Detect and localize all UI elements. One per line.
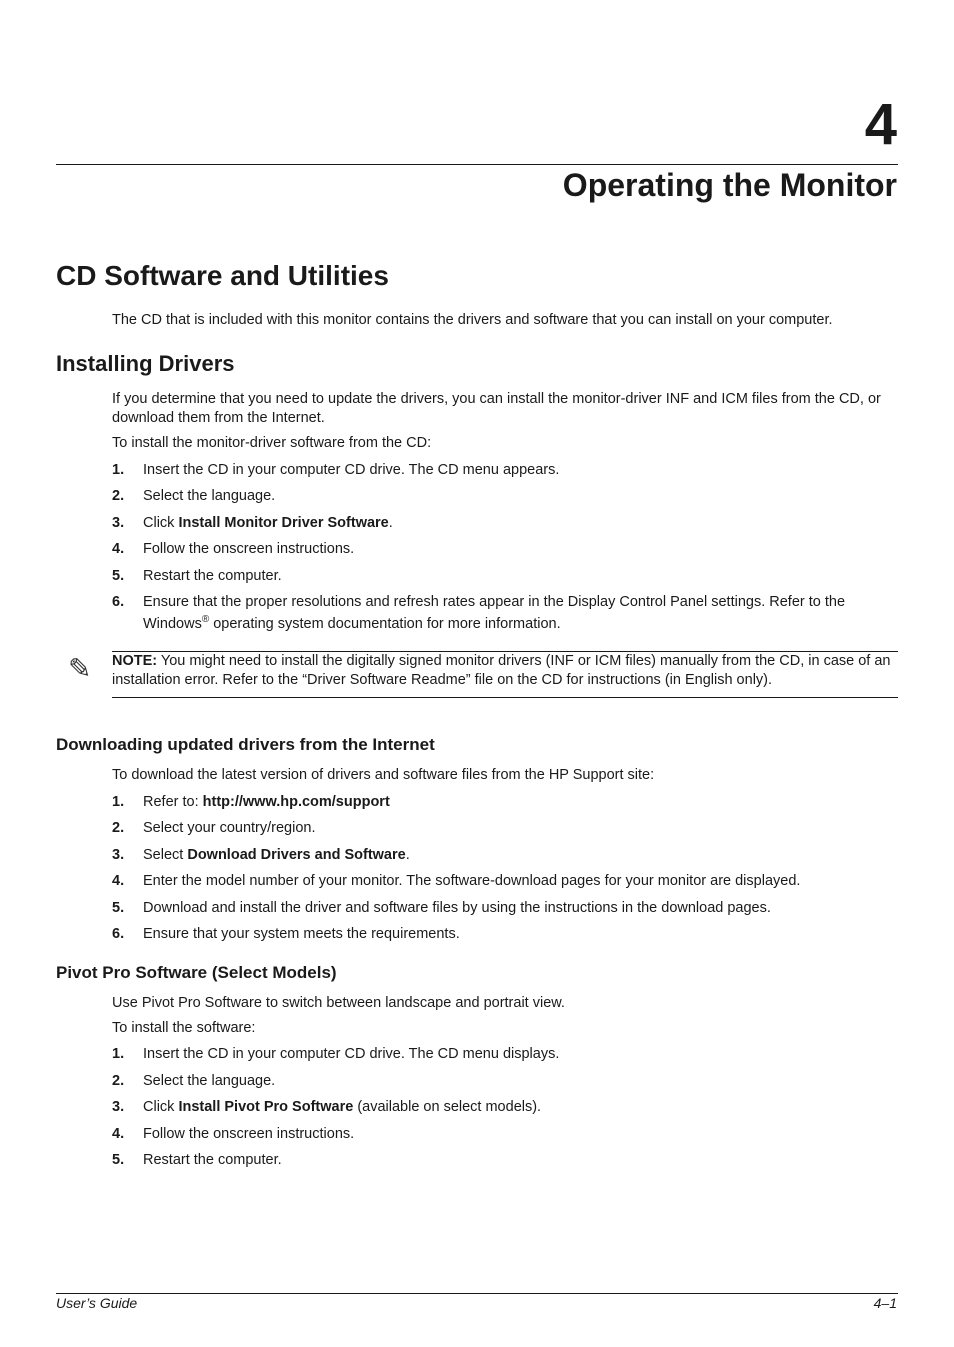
step-text: Follow the onscreen instructions. — [143, 1126, 355, 1142]
section-title: CD Software and Utilities — [56, 260, 389, 291]
step-number: 1. — [112, 794, 125, 810]
step-number: 3. — [112, 1099, 125, 1115]
step-text: Select Download Drivers and Software. — [143, 847, 410, 863]
step-text: Click Install Pivot Pro Software (available on select models). — [143, 1099, 542, 1115]
step-number: 5. — [112, 568, 125, 584]
support-url: http://www.hp.com/support — [202, 794, 390, 810]
ui-label-install-pivot-pro: Install Pivot Pro Software — [178, 1099, 354, 1115]
step-number: 6. — [112, 926, 125, 942]
step-text: Enter the model number of your monitor. The software-download pages for your monitor are displayed. — [143, 873, 801, 889]
footer-divider — [56, 1293, 898, 1294]
step-number: 6. — [112, 594, 125, 610]
step-number: 5. — [112, 900, 125, 916]
step-text: Download and install the driver and software files by using the instructions in the download pages. — [143, 900, 771, 916]
pivot-pro-heading: Pivot Pro Software (Select Models) — [56, 963, 337, 982]
step-number: 1. — [112, 462, 125, 478]
step-text: Insert the CD in your computer CD drive. The CD menu appears. — [143, 462, 560, 478]
chapter-title: Operating the Monitor — [562, 167, 897, 203]
step-number: 3. — [112, 515, 125, 531]
step-number: 5. — [112, 1152, 125, 1168]
installing-para-1: If you determine that you need to update the drivers, you can install the monitor-driver INF and ICM files from the CD, or download them from the Internet. — [112, 391, 881, 426]
installing-drivers-heading: Installing Drivers — [56, 351, 235, 376]
step-number: 1. — [112, 1046, 125, 1062]
step-text: Restart the computer. — [143, 1152, 282, 1168]
ui-label-download-drivers: Download Drivers and Software — [187, 847, 406, 863]
step-number: 4. — [112, 873, 125, 889]
step-text: Follow the onscreen instructions. — [143, 541, 355, 557]
step-number: 2. — [112, 1073, 125, 1089]
step-text: Select the language. — [143, 1073, 276, 1089]
chapter-number: 4 — [864, 92, 897, 157]
step-number: 2. — [112, 820, 125, 836]
downloading-para: To download the latest version of drivers and software files from the HP Support site: — [112, 767, 655, 783]
pivot-para-1: Use Pivot Pro Software to switch between landscape and portrait view. — [112, 995, 565, 1011]
step-text: Select your country/region. — [143, 820, 316, 836]
installing-para-2: To install the monitor-driver software from the CD: — [112, 435, 432, 451]
section-intro: The CD that is included with this monitor contains the drivers and software that you can install on your computer. — [112, 312, 833, 328]
note-text: NOTE: You might need to install the digitally signed monitor drivers (INF or ICM files) manually from the CD, in case of an installation error. Refer to the “Driver Software Readme” file on the CD for instructions (in English only). — [112, 653, 891, 688]
step-text: Refer to: http://www.hp.com/support — [143, 794, 390, 810]
footer-document-title: User’s Guide — [56, 1295, 138, 1311]
step-number: 3. — [112, 847, 125, 863]
pivot-para-2: To install the software: — [112, 1020, 256, 1036]
pencil-icon: ✎ — [68, 653, 92, 684]
step-text: Restart the computer. — [143, 568, 282, 584]
step-text: Insert the CD in your computer CD drive. The CD menu displays. — [143, 1046, 560, 1062]
step-text: Ensure that your system meets the requirements. — [143, 926, 460, 942]
footer-page-number: 4–1 — [873, 1295, 897, 1311]
downloading-heading: Downloading updated drivers from the Internet — [56, 735, 435, 754]
ui-label-install-monitor-driver: Install Monitor Driver Software — [178, 515, 389, 531]
step-number: 4. — [112, 1126, 125, 1142]
step-number: 2. — [112, 488, 125, 504]
step-text: Click Install Monitor Driver Software. — [143, 515, 393, 531]
step-number: 4. — [112, 541, 125, 557]
step-text: Select the language. — [143, 488, 276, 504]
note-bottom-rule — [112, 697, 898, 698]
step-text: Ensure that the proper resolutions and refresh rates appear in the Display Control Panel settings. Refer to the Windows® operating system documentation for more information. — [143, 594, 846, 632]
